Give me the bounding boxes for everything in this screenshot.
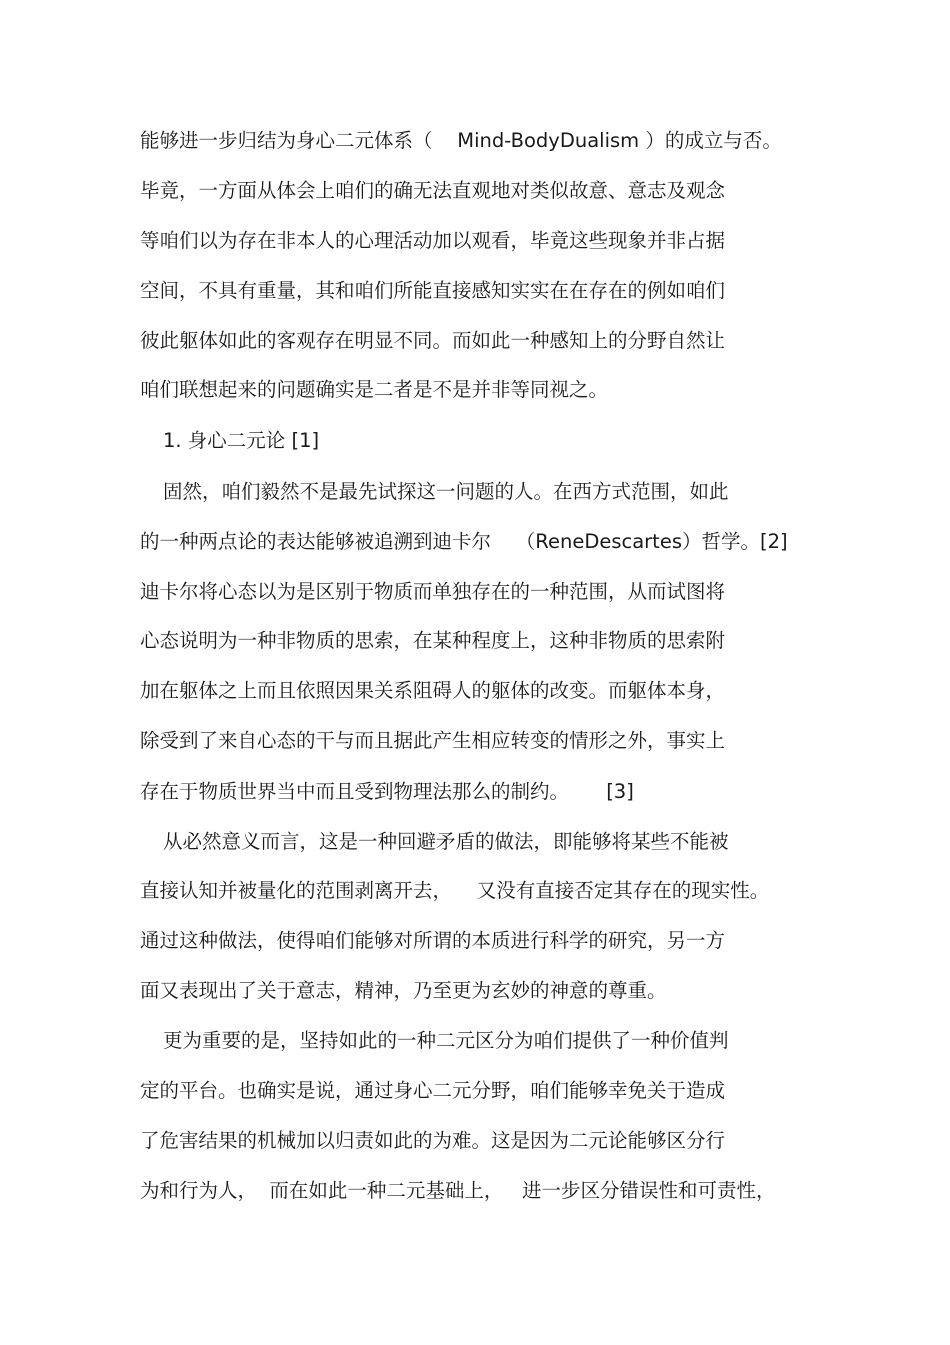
text-line: 咱们联想起来的问题确实是二者是不是并非等同视之。 [140, 378, 609, 401]
text-line: 加在躯体之上而且依照因果关系阻碍人的躯体的改变。而躯体本身， [140, 679, 726, 702]
text-line: 存在于物质世界当中而且受到物理法那么的制约。 [3] [140, 780, 634, 803]
text-line: 固然，咱们毅然不是最先试探这一问题的人。在西方式范围，如此 [163, 480, 729, 503]
text-line: 更为重要的是，坚持如此的一种二元区分为咱们提供了一种价值判 [163, 1029, 729, 1052]
text-line: 迪卡尔将心态以为是区别于物质而单独存在的一种范围，从而试图将 [140, 580, 726, 603]
text-line: 从必然意义而言，这是一种回避矛盾的做法，即能够将某些不能被 [163, 830, 729, 853]
text-line: 毕竟，一方面从体会上咱们的确无法直观地对类似故意、意志及观念 [140, 179, 726, 202]
text-line: 能够进一步归结为身心二元体系（ Mind-BodyDualism ）的成立与否。 [140, 129, 782, 152]
text-line: 通过这种做法，使得咱们能够对所谓的本质进行科学的研究，另一方 [140, 929, 726, 952]
text-line: 为和行为人， 而在如此一种二元基础上， 进一步区分错误性和可责性， [140, 1179, 776, 1202]
text-line: 心态说明为一种非物质的思索，在某种程度上，这种非物质的思索附 [140, 629, 726, 652]
text-line: 空间，不具有重量，其和咱们所能直接感知实实在在存在的例如咱们 [140, 279, 726, 302]
text-line: 直接认知并被量化的范围剥离开去， 又没有直接否定其存在的现实性。 [140, 879, 770, 902]
text-line: 等咱们以为存在非本人的心理活动加以观看，毕竟这些现象并非占据 [140, 229, 726, 252]
section-heading: 1. 身心二元论 [1] [163, 429, 320, 452]
text-line: 定的平台。也确实是说，通过身心二元分野，咱们能够幸免关于造成 [140, 1079, 726, 1102]
text-line: 了危害结果的机械加以归责如此的为难。这是因为二元论能够区分行 [140, 1129, 726, 1152]
text-line: 除受到了来自心态的干与而且据此产生相应转变的情形之外，事实上 [140, 729, 726, 752]
text-line: 的一种两点论的表达能够被追溯到迪卡尔 （ReneDescartes）哲学。[2] [140, 530, 788, 553]
text-line: 彼此躯体如此的客观存在明显不同。而如此一种感知上的分野自然让 [140, 329, 726, 352]
text-line: 面又表现出了关于意志，精神，乃至更为玄妙的神意的尊重。 [140, 979, 667, 1002]
